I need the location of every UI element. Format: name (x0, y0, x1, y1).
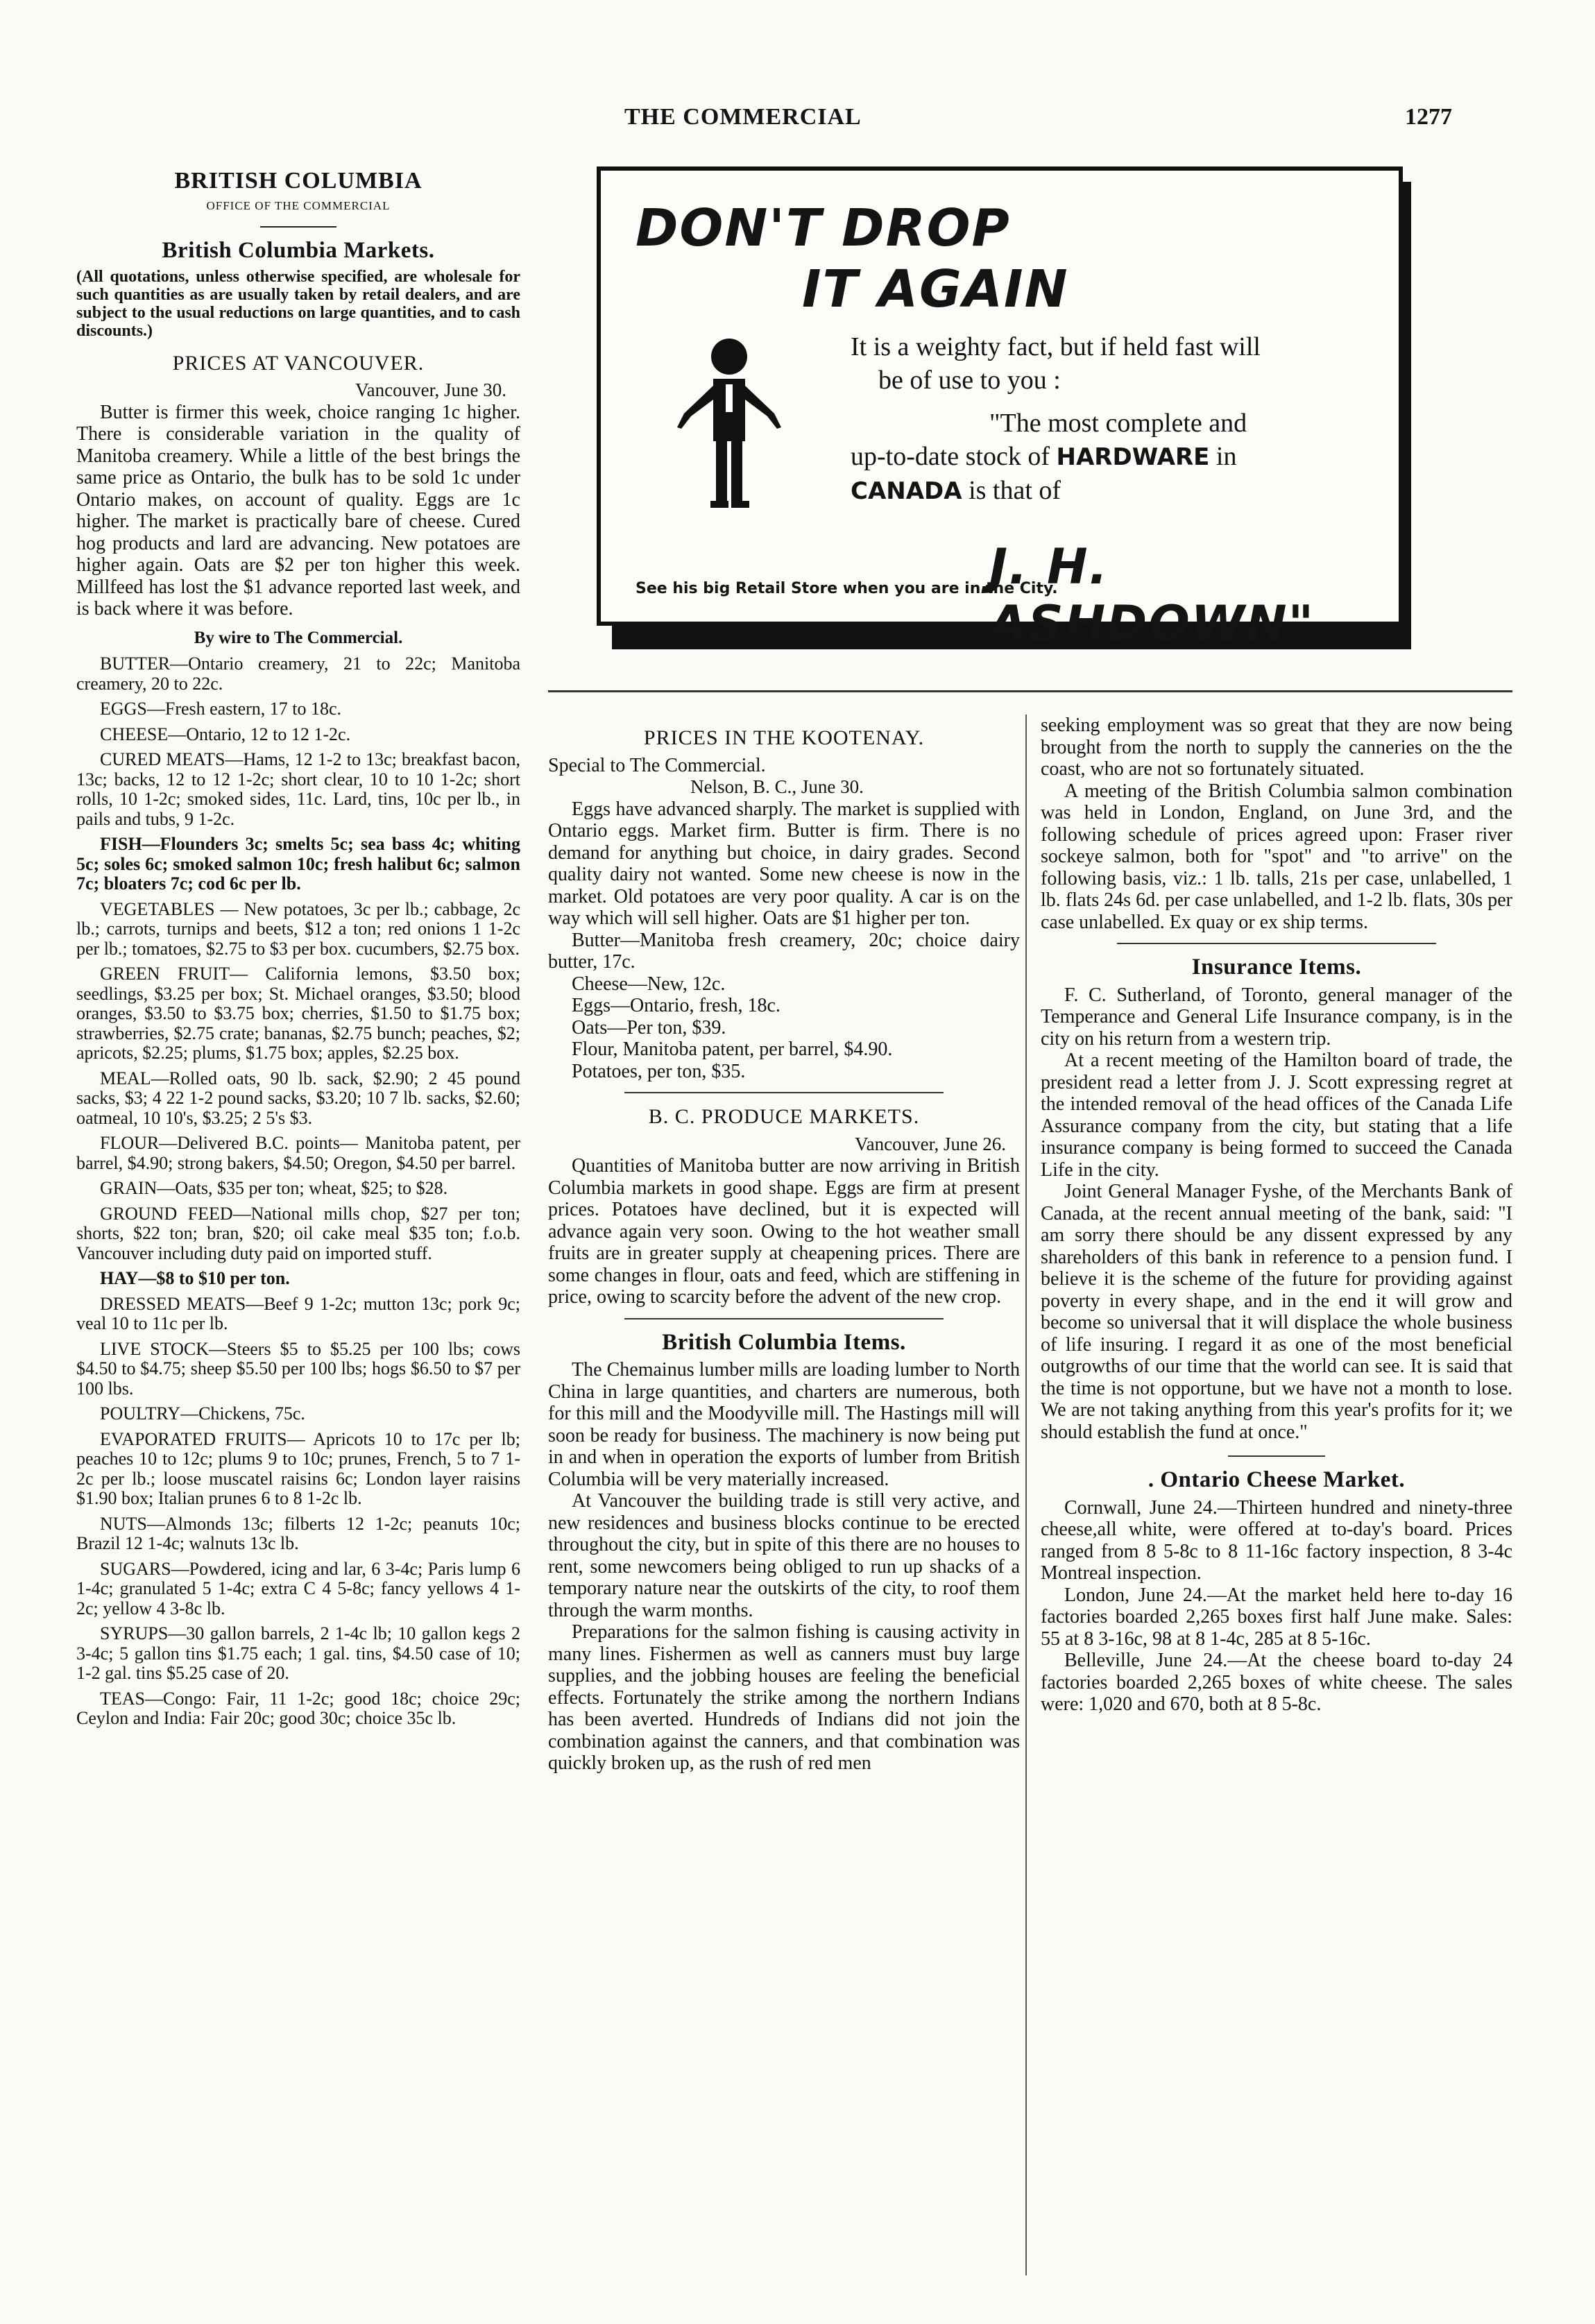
insurance-heading: Insurance Items. (1191, 955, 1362, 980)
price-item: POULTRY—Chickens, 75c. (100, 1403, 305, 1424)
bc-item: Preparations for the salmon fishing is causing activity in many lines. Fishermen as well as canners must buy large supplies, and the jobbing houses are feeling the beneficial effects. Fortunately the strike among the northern Indians has been averted. Hundreds of Indians did not join the combination against the canners, and that combination was quickly broken up, as the rush of red men (548, 1621, 1020, 1774)
ad-quote (851, 407, 1364, 508)
produce-heading: B. C. PRODUCE MARKETS. (648, 1105, 920, 1128)
markets-title: British Columbia Markets. (162, 238, 435, 263)
divider (260, 226, 336, 228)
wire-note: By wire to The Commercial. (194, 628, 403, 647)
price-item: CURED MEATS—Hams, 12 1-2 to 13c; breakfast bacon, 13c; backs, 12 to 12 1-2c; short clear, 10 to 10 1-2c; short rolls, 10 1-2c; smoked sides, 11c. Lard, tins, 10c per lb., in pails and tubs, 9 1-2c. (76, 749, 520, 829)
ad-hardware: HARDWARE (1056, 443, 1210, 471)
price-item: FISH—Flounders 3c; smelts 5c; sea bass 4c; whiting 5c; soles 6c; smoked salmon 10c; fresh halibut 6c; salmon 7c; bloaters 7c; cod 6c per lb. (76, 834, 520, 894)
kootenay-report: Eggs have advanced sharply. The market is supplied with Ontario eggs. Market firm. Butter is firm. There is no demand for anything but choice, in dairy grades. Second quality dairy not wanted. Some new cheese is now in the market. Old potatoes are very poor quality. A car is on the way which will sell higher. Oats are $1 higher per ton. (548, 798, 1020, 929)
ad-quote-line: is that of (969, 476, 1061, 505)
price-item: EVAPORATED FRUITS— Apricots 10 to 17c per lb; peaches 10 to 12c; plums 9 to 10c; prunes, French, 5 to 7 1-2c per lb.; loose muscatel raisins 6c; London layer raisins $1.90 box; Italian prunes 6 to 8 1-2c lb. (76, 1428, 520, 1508)
insurance-item: At a recent meeting of the Hamilton board of trade, the president read a letter from J. J. Scott expressing regret at the intended removal of the head offices of the Canada Life Assurance company from the city, but stating that a life insurance company is being formed to succeed the Canada Life in the city. (1041, 1050, 1512, 1181)
price-item: SUGARS—Powdered, icing and lar, 6 3-4c; Paris lump 6 1-4c; granulated 5 1-4c; extra C 4 5-8c; fancy yellows 4 1-2c; yellow 4 3-8c lb. (76, 1558, 520, 1618)
running-head (0, 104, 1595, 146)
ad-quote-line: "The most complete and (989, 409, 1247, 438)
running-title: THE COMMERCIAL (624, 104, 862, 130)
price-item: Oats—Per ton, $39. (572, 1016, 726, 1039)
kootenay-heading: PRICES IN THE KOOTENAY. (643, 726, 925, 749)
ashdown-advertisement (597, 166, 1403, 652)
divider (624, 1318, 944, 1319)
divider (1117, 943, 1436, 944)
price-item: Potatoes, per ton, $35. (572, 1060, 746, 1082)
cheese-item: London, June 24.—At the market held here to-day 16 factories boarded 2,265 boxes first half June make. Sales: 55 at 8 3-16c, 98 at 8 1-4c, 285 at 8 5-16c. (1041, 1584, 1512, 1650)
price-item: GREEN FRUIT— California lemons, $3.50 box; seedlings, $3.25 per box; St. Michael oranges, $3.50; blood oranges, $3.50 to $3.75 box; cherries, $1.50 to $1.75 box; strawberries, $2.75 crate; bananas, $2.75 bunch; peaches, $2; apricots, $2.25; plums, $1.75 box; apples, $2.25 box. (76, 964, 520, 1063)
dateline: Vancouver, June 26. (855, 1133, 1006, 1154)
divider (624, 1092, 944, 1093)
ad-headline: IT AGAIN (802, 259, 1069, 319)
column-insurance (1041, 715, 1512, 1716)
price-item: Flour, Manitoba patent, per barrel, $4.90. (572, 1039, 893, 1060)
market-report: Butter is firmer this week, choice ranging 1c higher. There is considerable variation in the quality of Manitoba creamery. While a little of the best brings the same price as Ontario, the bulk has to be sold 1c under Ontario makes, on account of quality. Eggs are 1c higher. The market is practically bare of cheese. Cured hog products and lard are advancing. New potatoes are higher again. Oats are $2 per ton higher this week. Millfeed has lost the $1 advance reported last week, and is back where it was before. (76, 401, 520, 620)
price-item: BUTTER—Ontario creamery, 21 to 22c; Manitoba creamery, 20 to 22c. (76, 653, 520, 694)
cheese-item: Cornwall, June 24.—Thirteen hundred and ninety-three cheese,all white, were offered at to-day's board. Prices ranged from 8 5-8c to 8 11-16c factory inspection, 8 3-4c Montreal inspection. (1041, 1496, 1512, 1584)
quotations-note: (All quotations, unless otherwise specified, are wholesale for such quantities as are usually taken by retail dealers, and are subject to the usual reductions on large quantities, and to cash discounts.) (76, 267, 520, 340)
price-item: DRESSED MEATS—Beef 9 1-2c; mutton 13c; pork 9c; veal 10 to 11c per lb. (76, 1293, 520, 1333)
section-subtitle: OFFICE OF THE COMMERCIAL (206, 198, 391, 212)
bc-item: The Chemainus lumber mills are loading lumber to North China in large quantities, and charters are numerous, both for this mill and the Moodyville mill. The Hastings mill will soon be ready for business. The machinery is now being put in and when in operation the exports of lumber from British Columbia will be very materially increased. (548, 1359, 1020, 1490)
bc-items-heading: British Columbia Items. (662, 1329, 906, 1355)
column-kootenay (548, 715, 1020, 1775)
ad-headline: DON'T DROP (636, 198, 1011, 258)
page-number: 1277 (1405, 104, 1452, 130)
ad-footer: See his big Retail Store when you are in the City. (636, 580, 1058, 597)
ad-quote-line: in (1216, 442, 1237, 471)
price-item: GROUND FEED—National mills chop, $27 per ton; shorts, $22 ton; bran, $20; oil cake meal $35 ton; f.o.b. Vancouver including duty paid on imported stuff. (76, 1203, 520, 1263)
price-item: CHEESE—Ontario, 12 to 12 1-2c. (100, 724, 351, 744)
price-item: GRAIN—Oats, $35 per ton; wheat, $25; to $28. (100, 1178, 448, 1198)
cheese-heading: . Ontario Cheese Market. (1148, 1467, 1406, 1492)
dateline: Nelson, B. C., June 30. (690, 776, 864, 797)
cheese-item: Belleville, June 24.—At the cheese board to-day 24 factories boarded 2,265 boxes of white cheese. The sales were: 1,020 and 670, both at 8 5-8c. (1041, 1650, 1512, 1715)
ad-intro: be of use to you : (878, 366, 1061, 395)
section-title: BRITISH COLUMBIA (174, 168, 423, 194)
price-item: FLOUR—Delivered B.C. points— Manitoba patent, per barrel, $4.90; strong bakers, $4.50; Oregon, $4.50 per barrel. (76, 1133, 520, 1173)
price-item: TEAS—Congo: Fair, 11 1-2c; good 18c; choice 29c; Ceylon and India: Fair 20c; good 30c; choice 35c lb. (76, 1688, 520, 1728)
ad-copy (851, 330, 1364, 508)
column-divider (1025, 715, 1027, 2275)
price-item: Butter—Manitoba fresh creamery, 20c; choice dairy butter, 17c. (548, 929, 1020, 973)
price-item: SYRUPS—30 gallon barrels, 2 1-4c lb; 10 gallon kegs 2 3-4c; 5 gallon tins $1.75 each; 1 gal. tins, $4.50 case of 10; 1-2 gal. tins $5.25 case of 20. (76, 1623, 520, 1683)
insurance-item: Joint General Manager Fyshe, of the Merchants Bank of Canada, at the recent annual meeting of the bank, said: "I am sorry there should be any dissent expressed by any shareholders of this bank in reference to a pension fund. I believe it is the scheme of the future for providing against poverty in every shape, and in the end it will grow and become so universal that it will displace the whole business of life insuring. I regard it as one of the most beneficial outgrowths of our time that the world can see. It is said that the time is not opportune, but we have not a month to lose. We are not taking anything from this year's profits for it; we should establish the fund at once." (1041, 1181, 1512, 1443)
price-item: NUTS—Almonds 13c; filberts 12 1-2c; peanuts 10c; Brazil 12 1-4c; walnuts 13c lb. (76, 1513, 520, 1553)
ad-intro: It is a weighty fact, but if held fast will (851, 332, 1261, 361)
special-note: Special to The Commercial. (548, 754, 766, 776)
ad-advertiser-name: J. H. ASHDOWN" (989, 538, 1315, 652)
column-british-columbia (76, 170, 520, 1729)
price-item: LIVE STOCK—Steers $5 to $5.25 per 100 lbs; cows $4.50 to $4.75; sheep $5.50 per 100 lbs; hogs $6.50 to $7 per 100 lbs. (76, 1338, 520, 1399)
ad-canada: CANADA (851, 477, 962, 505)
price-item: MEAL—Rolled oats, 90 lb. sack, $2.90; 2 45 pound sacks, $3; 4 22 1-2 pound sacks, $3.20; 10 7 lb. sacks, $2.60; oatmeal, 10 10's, $3.25; 2 5's $3. (76, 1068, 520, 1128)
divider (1228, 1455, 1325, 1457)
ad-quote-line: up-to-date stock of (851, 442, 1050, 471)
price-item: Eggs—Ontario, fresh, 18c. (572, 995, 781, 1016)
prices-heading: PRICES AT VANCOUVER. (172, 351, 425, 375)
insurance-item: F. C. Sutherland, of Toronto, general manager of the Temperance and General Life Insurance company, is in the city on his return from a western trip. (1041, 984, 1512, 1050)
price-item: Cheese—New, 12c. (572, 973, 726, 995)
produce-report: Quantities of Manitoba butter are now arriving in British Columbia markets in good shape. Eggs are firm at present prices. Potatoes have declined, but it is expected will advance again very soon. Owing to the hot weather small fruits are in greater supply at cheapening prices. There are some changes in flour, oats and feed, which are stiffening in price, owing to scarcity before the advent of the new crop. (548, 1155, 1020, 1308)
man-figure-icon (670, 330, 788, 511)
price-item: EGGS—Fresh eastern, 17 to 18c. (100, 699, 342, 719)
dateline: Vancouver, June 30. (355, 379, 506, 400)
salmon-meeting: A meeting of the British Columbia salmon combination was held in London, England, on June 3rd, and the following schedule of prices agreed upon: Fraser river sockeye salmon, both for "spot" and "to arrive" on the following basis, viz.: 1 lb. talls, 21s per case, unlabelled, 1 lb. flats 24s 6d. per case unlabelled, and 1-2 lb. flats, 30s per case unlabelled. Ex quay or ex ship terms. (1041, 780, 1512, 933)
continued-text: seeking employment was so great that they are now being brought from the north to supply the canneries on the the coast, who are not so fortunately situated. (1041, 715, 1512, 780)
bc-item: At Vancouver the building trade is still very active, and new residences and business blocks continue to be erected throughout the city, but in spite of this there are no houses to rent, some newcomers being obliged to run up shacks of a temporary nature near the outskirts of the city, to roof them through the warm months. (548, 1490, 1020, 1621)
price-item: HAY—$8 to $10 per ton. (100, 1268, 290, 1288)
price-item: VEGETABLES — New potatoes, 3c per lb.; cabbage, 2c lb.; carrots, turnips and beets, $12 a ton; red onions 1 1-2c per lb.; tomatoes, $2.75 to $3 per box. cucumbers, $2.75 box. (76, 898, 520, 959)
divider (548, 690, 1512, 692)
